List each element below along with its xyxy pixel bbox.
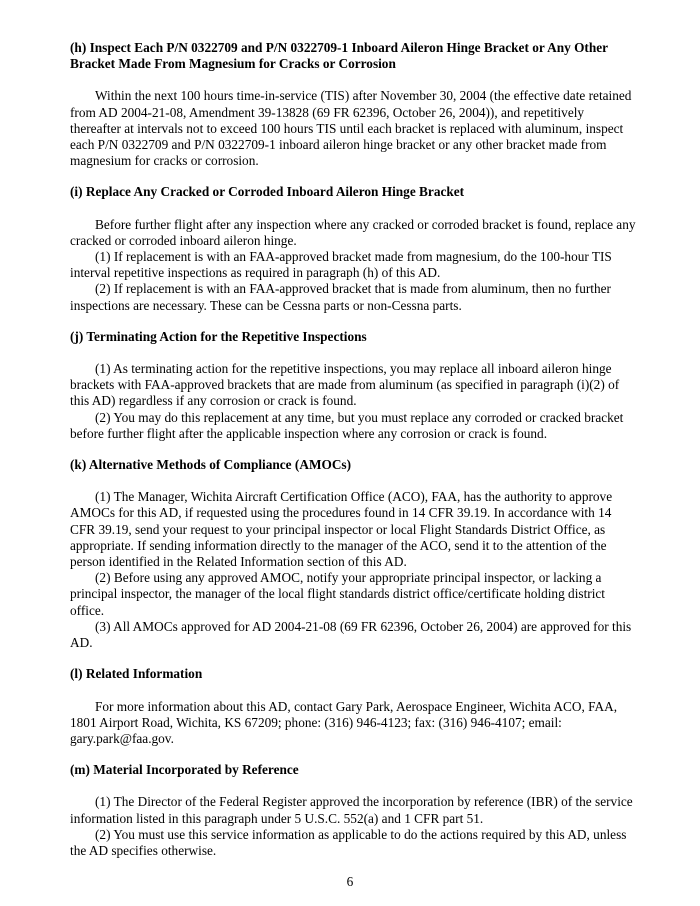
section-h-heading: (h) Inspect Each P/N 0322709 and P/N 0322709-1 Inboard Aileron Hinge Bracket or Any Other Bracket Made From Magnesium for Cracks or Corrosion [70,40,608,72]
document-body [70,40,636,859]
section-h-paragraph-1: Within the next 100 hours time-in-service (TIS) after November 30, 2004 (the effective date retained from AD 2004-21-08, Amendment 39-13828 (69 FR 62396, October 26, 2004)), and repetitively thereafter at intervals not to exceed 100 hours TIS until each bracket is replaced with aluminum, inspect each P/N 0322709 and P/N 0322709-1 inboard aileron hinge bracket or any other bracket made from magnesium for cracks or corrosion. [70,88,632,169]
section-j-paragraph-1: (1) As terminating action for the repetitive inspections, you may replace all inboard aileron hinge brackets with FAA-approved brackets that are made from aluminum (as specified in paragraph (i)(2) of this AD) regardless if any corrosion or crack is found. [70,361,620,409]
section-j-paragraph-2: (2) You may do this replacement at any time, but you must replace any corroded or cracked bracket before further flight after the applicable inspection where any corrosion or crack is found. [70,409,624,441]
section-i-heading: (i) Replace Any Cracked or Corroded Inboard Aileron Hinge Bracket [70,184,465,200]
section-i-paragraph-1: Before further flight after any inspection where any cracked or corroded bracket is found, replace any cracked or corroded inboard aileron hinge. [70,216,636,248]
section-k-paragraph-2: (2) Before using any approved AMOC, notify your appropriate principal inspector, or lacking a principal inspector, the manager of the local flight standards district office/certificate holding district office. [70,570,605,618]
section-m-paragraph-1: (1) The Director of the Federal Register approved the incorporation by reference (IBR) of the service information listed in this paragraph under 5 U.S.C. 552(a) and 1 CFR part 51. [70,794,633,826]
section-i-paragraph-2: (1) If replacement is with an FAA-approved bracket made from magnesium, do the 100-hour TIS interval repetitive inspections as required in paragraph (h) of this AD. [70,249,612,281]
section-l-heading: (l) Related Information [70,666,203,682]
page-number: 6 [346,874,354,889]
section-m-heading: (m) Material Incorporated by Reference [70,762,299,778]
section-i-paragraph-3: (2) If replacement is with an FAA-approved bracket that is made from aluminum, then no further inspections are necessary. These can be Cessna parts or non-Cessna parts. [70,281,611,313]
section-k-paragraph-1: (1) The Manager, Wichita Aircraft Certification Office (ACO), FAA, has the authority to approve AMOCs for this AD, if requested using the procedures found in 14 CFR 39.19. In accordance with 14 CFR 39.19, send your request to your principal inspector or local Flight Standards District Office, as appropriate. If sending information directly to the manager of the ACO, send it to the attention of the person identified in the Related Information section of this AD. [70,489,613,570]
section-k-paragraph-3: (3) All AMOCs approved for AD 2004-21-08 (69 FR 62396, October 26, 2004) are approved for this AD. [70,618,632,651]
section-l-paragraph-1: For more information about this AD, contact Gary Park, Aerospace Engineer, Wichita ACO, FAA, 1801 Airport Road, Wichita, KS 67209; phone: (316) 946-4123; fax: (316) 946-4107; email: gary.park@faa.gov. [70,698,618,746]
section-m-paragraph-2: (2) You must use this service information as applicable to do the actions required by this AD, unless the AD specifies otherwise. [70,826,627,858]
section-j-heading: (j) Terminating Action for the Repetitive Inspections [70,328,367,344]
section-k-heading: (k) Alternative Methods of Compliance (AMOCs) [70,457,352,473]
